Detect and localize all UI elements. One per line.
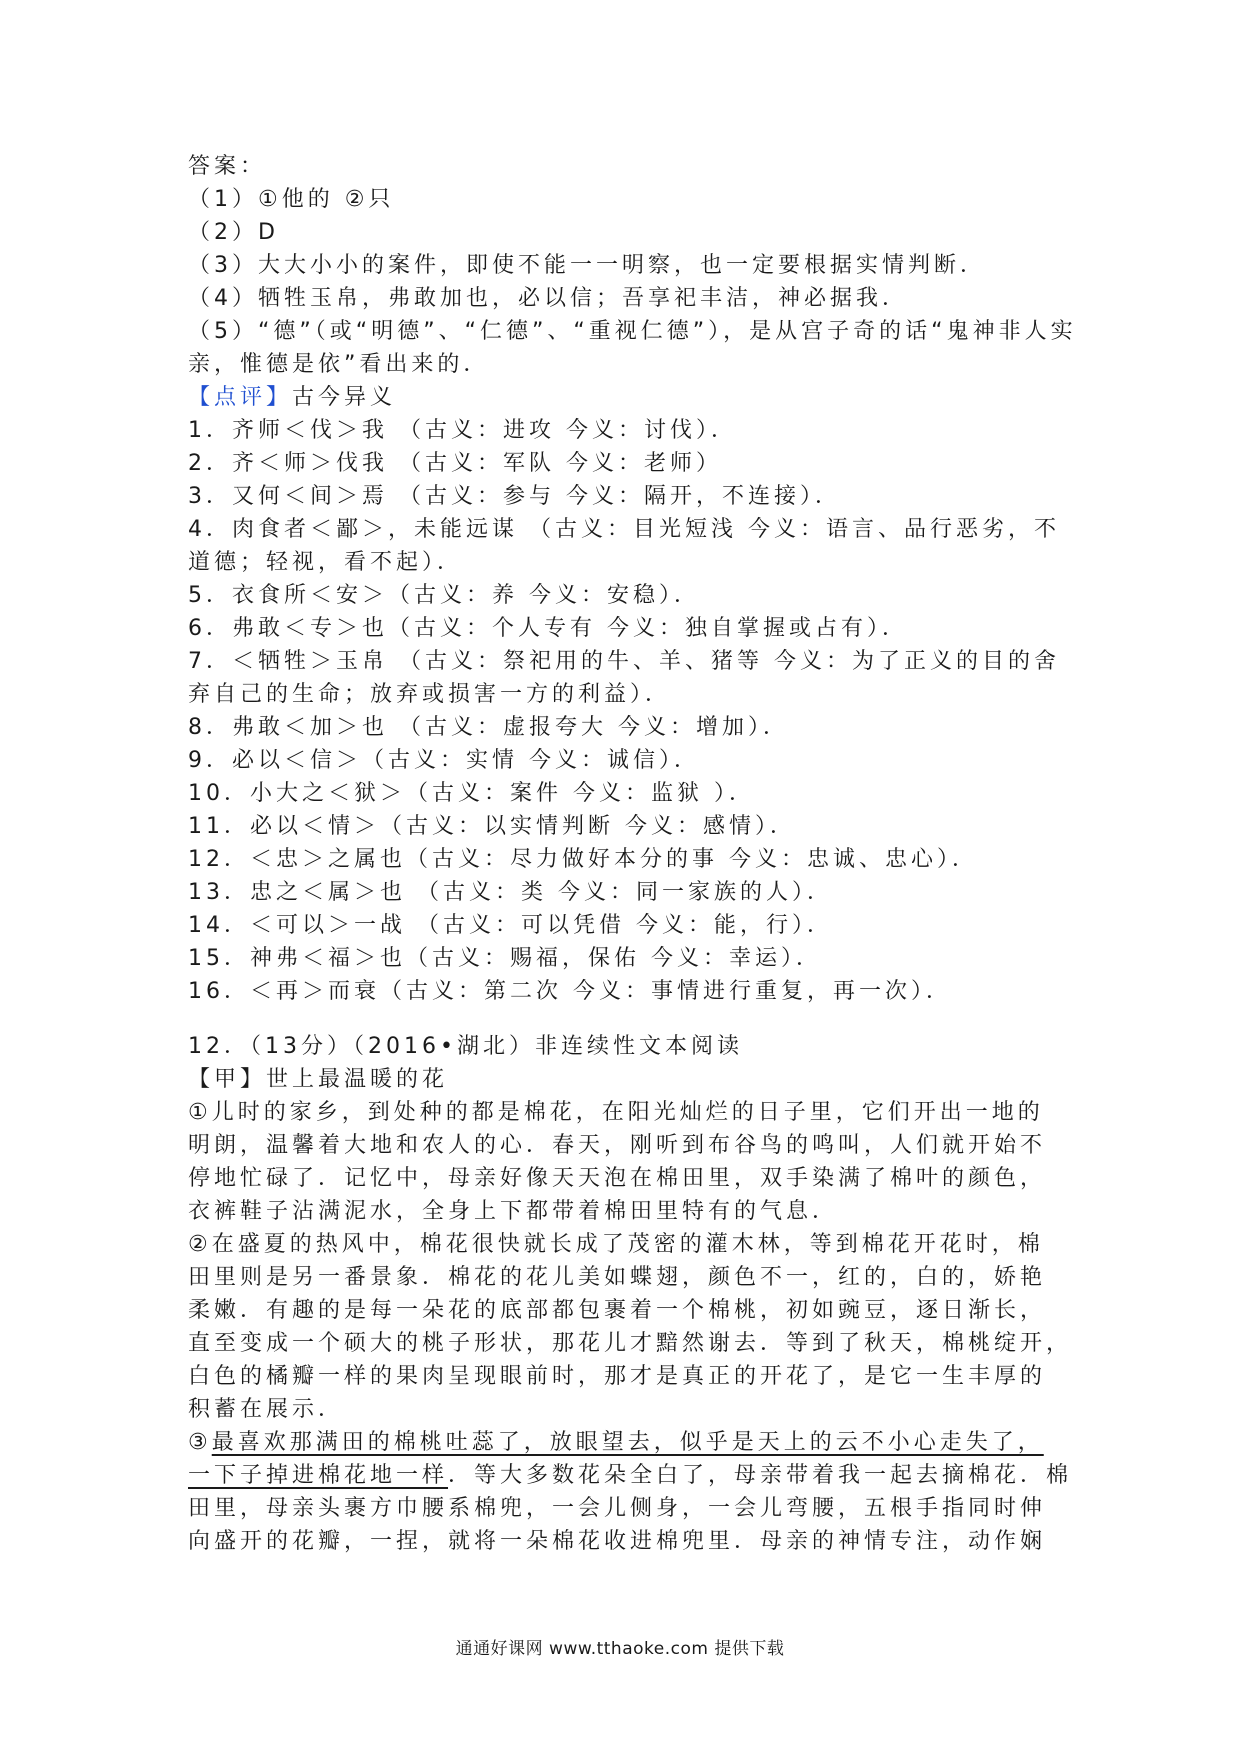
comment-item-1: 1．齐师＜伐＞我 （古义：进攻 今义：讨伐）． (188, 418, 737, 443)
answer-item-2: （2）D (188, 220, 279, 245)
passage-line-8: 直至变成一个硕大的桃子形状，那花儿才黯然谢去．等到了秋天，棉桃绽开， (188, 1331, 1073, 1356)
passage-line-13: 田里，母亲头裹方巾腰系棉兜，一会儿侧身，一会儿弯腰，五根手指同时伸 (188, 1496, 1047, 1521)
passage-line-10: 积蓄在展示． (188, 1397, 345, 1422)
paragraph-marker: ③ (188, 1430, 212, 1455)
comment-item-9: 9．必以＜信＞（古义：实情 今义：诚信）． (188, 748, 700, 773)
passage-line-4: 衣裤鞋子沾满泥水，全身上下都带着棉田里特有的气息． (188, 1199, 839, 1224)
answer-item-5: （5）“德”（或“明德”、“仁德”、“重视仁德”），是从宫子奇的话“鬼神非人实 (188, 319, 1077, 344)
passage-line-1: ①儿时的家乡，到处种的都是棉花，在阳光灿烂的日子里，它们开出一地的 (188, 1100, 1044, 1125)
passage-line-2: 明朗，温馨着大地和农人的心．春天，刚听到布谷鸟的鸣叫，人们就开始不 (188, 1133, 1047, 1158)
answer-item-1: （1）①他的 ②只 (188, 187, 395, 212)
comment-item-15: 15．神弗＜福＞也（古义：赐福，保佑 今义：幸运）． (188, 946, 822, 971)
comment-item-10: 10．小大之＜狱＞（古义：案件 今义：监狱 ）． (188, 781, 755, 806)
passage-line-6: 田里则是另一番景象．棉花的花儿美如蝶翅，颜色不一，红的，白的，娇艳 (188, 1265, 1047, 1290)
section-title: 【甲】世上最温暖的花 (188, 1067, 449, 1092)
passage-line-9: 白色的橘瓣一样的果肉呈现眼前时，那才是真正的开花了，是它一生丰厚的 (188, 1364, 1047, 1389)
comment-title: 古今异义 (292, 385, 397, 410)
comment-item-3: 3．又何＜间＞焉 （古义：参与 今义：隔开，不连接）． (188, 484, 841, 509)
passage-line-11 (188, 1426, 1058, 1459)
answer-item-5-cont: 亲，惟德是依”看出来的． (188, 352, 490, 377)
comment-item-16: 16．＜再＞而衰（古义：第二次 今义：事情进行重复，再一次）． (188, 979, 952, 1004)
document-page (188, 150, 1077, 1558)
passage-line-7: 柔嫩．有趣的是每一朵花的底部都包裹着一个棉桃，初如豌豆，逐日渐长， (188, 1298, 1047, 1323)
passage-line-14: 向盛开的花瓣，一捏，就将一朵棉花收进棉兜里．母亲的神情专注，动作娴 (188, 1529, 1047, 1554)
passage-line-3: 停地忙碌了．记忆中，母亲好像天天泡在棉田里，双手染满了棉叶的颜色， (188, 1166, 1047, 1191)
comment-item-5: 5．衣食所＜安＞（古义：养 今义：安稳）． (188, 583, 700, 608)
section-gap (188, 1008, 1058, 1030)
comment-heading (188, 381, 1058, 414)
comment-item-11: 11．必以＜情＞（古义：以实情判断 今义：感情）． (188, 814, 796, 839)
comment-item-7: 7．＜牺牲＞玉帛 （古义：祭祀用的牛、羊、猪等 今义：为了正义的目的舍 (188, 649, 1060, 674)
comment-tag: 【点评】 (188, 385, 293, 410)
passage-line-12-rest: ．等大多数花朵全白了，母亲带着我一起去摘棉花．棉 (448, 1463, 1073, 1488)
underlined-sentence-part-1: 最喜欢那满田的棉桃吐蕊了，放眼望去，似乎是天上的云不小心走失了， (211, 1430, 1044, 1455)
comment-item-2: 2．齐＜师＞伐我 （古义：军队 今义：老师） (188, 451, 722, 476)
comment-item-7-cont: 弃自己的生命；放弃或损害一方的利益）． (188, 682, 672, 707)
comment-item-4-cont: 道德；轻视，看不起）． (188, 550, 464, 575)
comment-item-6: 6．弗敢＜专＞也（古义：个人专有 今义：独自掌握或占有）． (188, 616, 908, 641)
passage-line-5: ②在盛夏的热风中，棉花很快就长成了茂密的灌木林，等到棉花开花时，棉 (188, 1232, 1044, 1257)
comment-item-14: 14．＜可以＞一战 （古义：可以凭借 今义：能，行）． (188, 913, 833, 938)
question-header: 12．（13分）（2016•湖北）非连续性文本阅读 (188, 1034, 743, 1059)
comment-item-13: 13．忠之＜属＞也 （古义：类 今义：同一家族的人）． (188, 880, 833, 905)
underlined-sentence-part-2: 一下子掉进棉花地一样 (188, 1463, 449, 1488)
comment-item-12: 12．＜忠＞之属也（古义：尽力做好本分的事 今义：忠诚、忠心）． (188, 847, 978, 872)
answer-item-4: （4）牺牲玉帛，弗敢加也，必以信；吾享祀丰洁，神必据我． (188, 286, 908, 311)
comment-item-4: 4．肉食者＜鄙＞，未能远谋 （古义：目光短浅 今义：语言、品行恶劣，不 (188, 517, 1060, 542)
answer-heading: 答案： (188, 154, 267, 179)
footer-watermark: 通通好课网 www.tthaoke.com 提供下载 (455, 1639, 785, 1659)
passage-line-12 (188, 1459, 1073, 1492)
answer-item-3: （3）大大小小的案件，即使不能一一明察，也一定要根据实情判断． (188, 253, 986, 278)
comment-item-8: 8．弗敢＜加＞也 （古义：虚报夸大 今义：增加）． (188, 715, 789, 740)
